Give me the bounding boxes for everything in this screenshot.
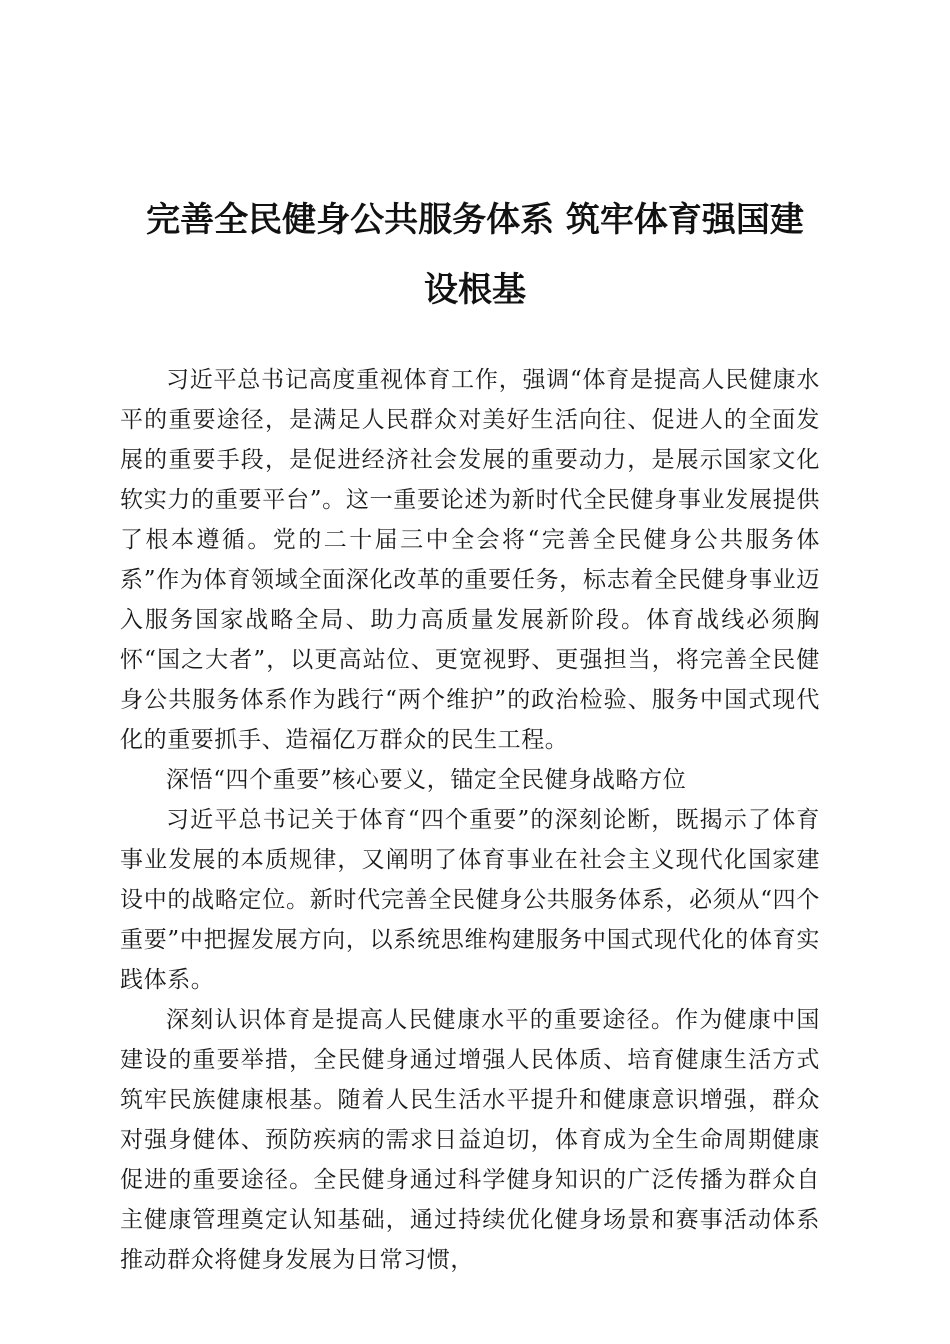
section-heading: 深悟“四个重要”核心要义，锚定全民健身战略方位	[166, 767, 687, 793]
document-body	[120, 360, 820, 1280]
document-title-line-2: 设根基	[424, 270, 526, 310]
paragraph-intro: 习近平总书记高度重视体育工作，强调“体育是提高人民健康水平的重要途径，是满足人民群众对美好生活向往、促进人的全面发展的重要手段，是促进经济社会发展的重要动力，是展示国家文化软实力的重要平台”。这一重要论述为新时代全民健身事业发展提供了根本遵循。党的二十届三中全会将“完善全民健身公共服务体系”作为体育领域全面深化改革的重要任务，标志着全民健身事业迈入服务国家战略全局、助力高质量发展新阶段。体育战线必须胸怀“国之大者”，以更高站位、更宽视野、更强担当，将完善全民健身公共服务体系作为践行“两个维护”的政治检验、服务中国式现代化的重要抓手、造福亿万群众的民生工程。	[120, 367, 820, 753]
paragraph-four-important: 习近平总书记关于体育“四个重要”的深刻论断，既揭示了体育事业发展的本质规律，又阐明了体育事业在社会主义现代化国家建设中的战略定位。新时代完善全民健身公共服务体系，必须从“四个重要”中把握发展方向，以系统思维构建服务中国式现代化的体育实践体系。	[120, 807, 820, 993]
document-title-line-1: 完善全民健身公共服务体系 筑牢体育强国建	[146, 200, 804, 240]
paragraph-health: 深刻认识体育是提高人民健康水平的重要途径。作为健康中国建设的重要举措，全民健身通过增强人民体质、培育健康生活方式筑牢民族健康根基。随着人民生活水平提升和健康意识增强，群众对强身健体、预防疾病的需求日益迫切，体育成为全生命周期健康促进的重要途径。全民健身通过科学健身知识的广泛传播为群众自主健康管理奠定认知基础，通过持续优化健身场景和赛事活动体系推动群众将健身发展为日常习惯，	[120, 1007, 820, 1273]
